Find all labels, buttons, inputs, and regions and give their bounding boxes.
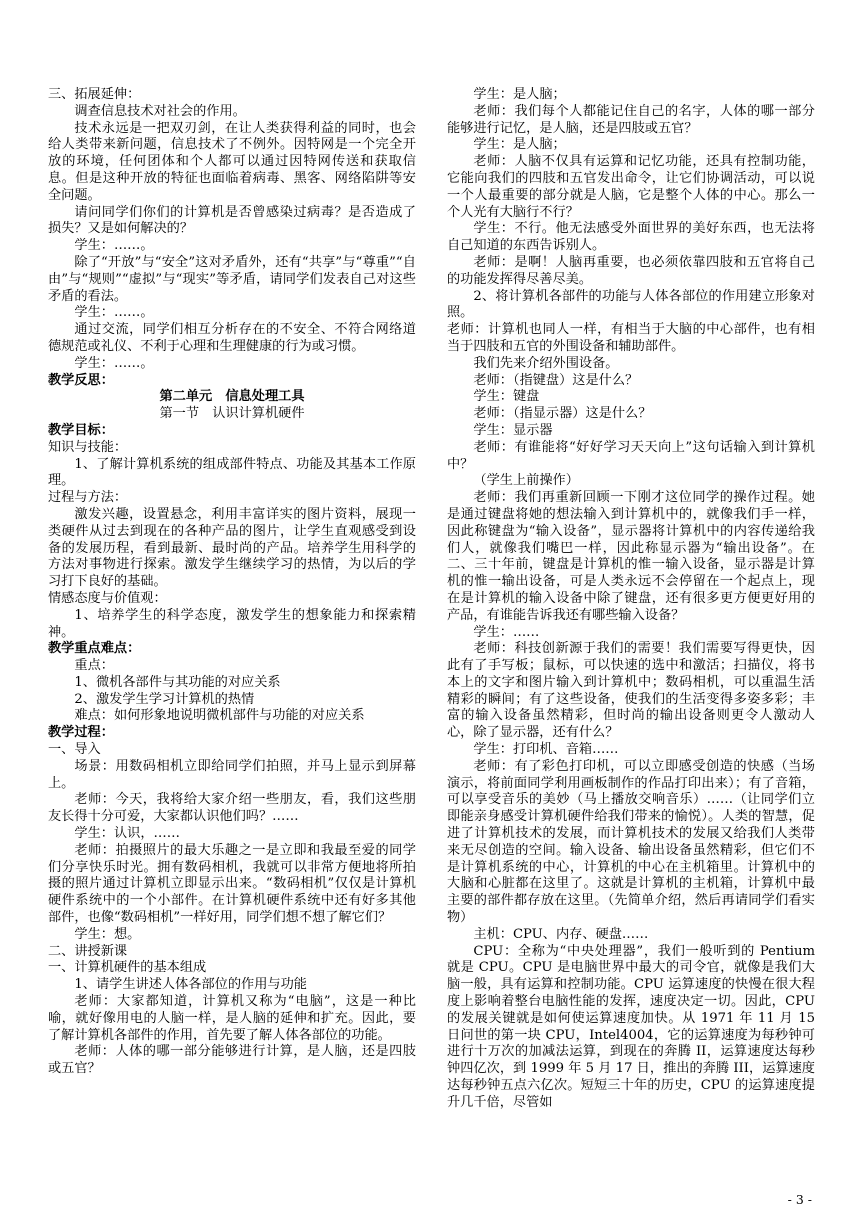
paragraph: 学生：显示器	[473, 422, 553, 438]
paragraph: 老师：今天，我将给大家介绍一些朋友，看，我们这些朋友长得十分可爱，大家都认识他们吗？……	[48, 792, 416, 825]
left-column	[48, 87, 416, 1078]
paragraph: 老师：是啊！人脑再重要，也必须依靠四肢和五官将自己的功能发挥得尽善尽美。	[447, 254, 815, 287]
paragraph: 三、拓展延伸：	[48, 87, 141, 102]
paragraph: 调查信息技术对社会的作用。	[74, 103, 246, 119]
paragraph: 老师：拍摄照片的最大乐趣之一是立即和我最至爱的同学们分享快乐时光。拥有数码相机，我就可以非常方便地将所拍摄的照片通过计算机立即显示出来。“数码相机”仅仅是计算机硬件系统中的一个小部件。在计算机硬件系统中还有好多其他部件，也像“数码相机”一样好用，同学们想不想了解它们？	[48, 842, 416, 926]
paragraph: 知识与技能：	[48, 439, 128, 455]
paragraph: 1、微机各部件与其功能的对应关系	[74, 674, 281, 690]
paragraph: （学生上前操作）	[473, 473, 579, 489]
paragraph: 技术永远是一把双刃剑，在让人类获得利益的同时，也会给人类带来新问题，信息技术了不例外。因特网是一个完全开放的环境，任何团体和个人都可以通过因特网传送和获取信息。但是这种开放的特征也面临着病毒、黑客、网络陷阱等安全问题。	[48, 120, 416, 203]
paragraph: 老师：有谁能将“好好学习天天向上”这句话输入到计算机中？	[447, 439, 815, 472]
paragraph: 学生：……。	[74, 355, 154, 371]
paragraph: 激发兴趣，设置悬念，利用丰富详实的图片资料，展现一类硬件从过去到现在的各种产品的图片，让学生直观感受到设备的发展历程，看到最新、最时尚的产品。培养学生用科学的方法对事物进行探索。激发学生继续学习的热情，为以后的学习打下良好的基础。	[48, 506, 416, 590]
right-column	[447, 87, 815, 1112]
paragraph: 场景：用数码相机立即给同学们拍照，并马上显示到屏幕上。	[48, 758, 416, 791]
paragraph: 学生：……	[473, 624, 540, 640]
paragraph: 第一节 认识计算机硬件	[159, 406, 305, 422]
paragraph: 学生：打印机、音箱……	[473, 742, 619, 758]
paragraph: 我们先来介绍外围设备。	[473, 355, 619, 371]
paragraph: 老师：我们每个人都能记住自己的名字，人体的哪一部分能够进行记忆，是人脑，还是四肢或五官？	[447, 103, 815, 136]
paragraph: 重点：	[74, 658, 114, 674]
paragraph: 学生：……。	[74, 305, 154, 321]
paragraph: 教学过程：	[48, 725, 114, 741]
paragraph: 教学目标：	[48, 422, 114, 438]
paragraph: 学生：键盘	[473, 389, 540, 405]
paragraph: 一、计算机硬件的基本组成	[48, 960, 207, 976]
paragraph: 老师：有了彩色打印机，可以立即感受创造的快感（当场演示，将前面同学利用画板制作的作品打印出来）；有了音箱，可以享受音乐的美妙（马上播放交响音乐）……（让同学们立即能亲身感受计算机硬件给我们带来的愉悦）。人类的智慧，促进了计算机技术的发展，而计算机技术的发展又给我们人类带来无尽创造的空间。输入设备、输出设备虽然精彩，但它们不是计算机系统的中心，计算机的中心在主机箱里。计算机中的大脑和心脏都在这里了。这就是计算机的主机箱，计算机中最主要的部件都存放在这里。（先简单介绍，然后再请同学们看实物）	[447, 758, 815, 926]
paragraph: 第二单元 信息处理工具	[159, 389, 305, 405]
paragraph: 一、导入	[48, 742, 101, 758]
paragraph: 二、讲授新课	[48, 943, 128, 959]
paragraph: 学生：不行。他无法感受外面世界的美好东西，也无法将自己知道的东西告诉别人。	[447, 221, 815, 254]
paragraph: 老师：我们再重新回顾一下刚才这位同学的操作过程。她是通过键盘将她的想法输入到计算机中的，就像我们手一样，因此称键盘为“输入设备”，显示器将计算机中的内容传递给我们人，就像我们嘴巴一样，因此称显示器为“输出设备”。在二、三十年前，键盘是计算机的惟一输入设备，显示器是计算机的惟一输出设备，可是人类永远不会停留在一个起点上，现在是计算机的输入设备中除了键盘，还有很多更方便更好用的产品，有谁能告诉我还有哪些输入设备？	[447, 490, 815, 623]
paragraph: 过程与方法：	[48, 490, 128, 506]
paragraph: 通过交流，同学们相互分析存在的不安全、不符合网络道德规范或礼仪、不利于心理和生理健康的行为或习惯。	[48, 322, 416, 354]
paragraph: 学生：是人脑；	[473, 87, 566, 102]
paragraph: 教学重点难点：	[48, 641, 141, 657]
paragraph: 2、激发学生学习计算机的热情	[74, 691, 255, 707]
paragraph: 2、将计算机各部件的功能与人体各部位的作用建立形象对照。	[447, 288, 815, 321]
paragraph: 教学反思：	[48, 372, 114, 388]
paragraph: 1、培养学生的科学态度，激发学生的想象能力和探索精神。	[48, 607, 416, 640]
paragraph: 老师：人脑不仅具有运算和记忆功能，还具有控制功能，它能向我们的四肢和五官发出命令，让它们协调活动，可以说一个人最重要的部分就是人脑，它是整个人体的中心。那么一个人光有大脑行不行？	[447, 154, 815, 220]
paragraph: CPU：全称为“中央处理器”，我们一般听到的 Pentium 就是 CPU。CPU 是电脑世界中最大的司令官，就像是我们大脑一般，具有运算和控制功能。CPU 运算速度的快慢在很大程度上影响着整台电脑性能的发挥，速度决定一切。因此，CPU 的发展关键就是如何使运算速度加快。从 1971 年 11 月 15 日问世的第一块 CPU，Intel4004，它的运算速度为每秒钟可进行十万次的加减法运算，到现在的奔腾 II，运算速度达每秒钟四亿次，到 1999 年 5 月 17 日，推出的奔腾 III，运算速度达每秒钟五点六亿次。短短三十年的历史，CPU 的运算速度提升几千倍，尽管如	[447, 943, 815, 1110]
paragraph: 老师：（指显示器）这是什么？	[473, 406, 652, 422]
paragraph: 老师：计算机也同人一样，有相当于大脑的中心部件，也有相当于四肢和五官的外围设备和辅助部件。	[447, 322, 815, 354]
page-number: - 3 -	[787, 1192, 812, 1207]
paragraph: 除了“开放”与“安全”这对矛盾外，还有“共享”与“尊重”“自由”与“规则”“虚拟”与“现实”等矛盾，请同学们发表自己对这些矛盾的看法。	[48, 254, 416, 304]
paragraph: 学生：认识，……	[74, 826, 180, 842]
paragraph: 老师：大家都知道，计算机又称为“电脑”，这是一种比喻，就好像用电的人脑一样，是人脑的延伸和扩充。因此，要了解计算机各部件的作用，首先要了解人体各部位的功能。	[48, 994, 416, 1043]
paragraph: 1、请学生讲述人体各部位的作用与功能	[74, 977, 307, 993]
paragraph: 难点：如何形象地说明微机部件与功能的对应关系	[74, 708, 365, 724]
paragraph: 情感态度与价值观：	[48, 590, 167, 606]
paragraph: 学生：想。	[74, 926, 141, 942]
paragraph: 老师：（指键盘）这是什么？	[473, 372, 639, 388]
paragraph: 请问同学们你们的计算机是否曾感染过病毒？是否造成了损失？又是如何解决的？	[48, 204, 416, 237]
paragraph: 主机：CPU、内存、硬盘……	[473, 926, 649, 942]
paragraph: 学生：……。	[74, 238, 154, 254]
paragraph: 老师：科技创新源于我们的需要！我们需要写得更快，因此有了手写板；鼠标，可以快速的选中和激活；扫描仪，将书本上的文字和图片输入到计算机中；数码相机，可以重温生活精彩的瞬间；有了这些设备，使我们的生活变得多姿多彩；丰富的输入设备虽然精彩，但时尚的输出设备则更令人激动人心，除了显示器，还有什么？	[447, 641, 815, 741]
paragraph: 1、了解计算机系统的组成部件特点、功能及其基本工作原理。	[48, 456, 416, 489]
paragraph: 学生：是人脑；	[473, 137, 566, 153]
paragraph: 老师：人体的哪一部分能够进行计算，是人脑，还是四肢或五官？	[48, 1044, 416, 1077]
